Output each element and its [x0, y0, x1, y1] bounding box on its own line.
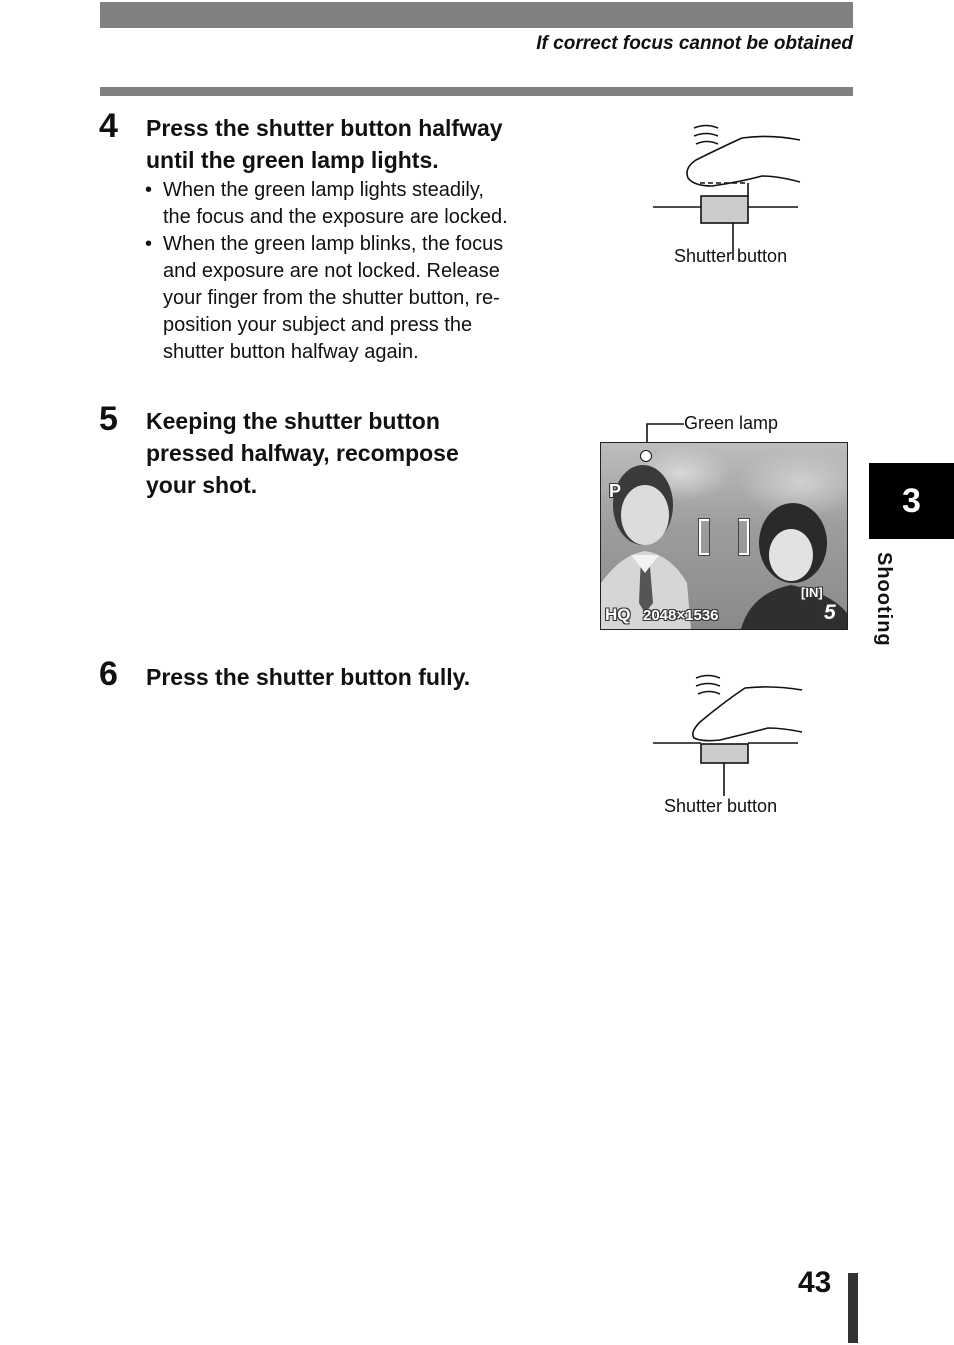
memory-indicator: [IN]	[801, 585, 823, 600]
step-5-title-line-1: Keeping the shutter button	[146, 408, 440, 434]
step-5-title-line-3: your shot.	[146, 472, 258, 498]
step-6-title	[146, 661, 566, 693]
bullet-line: shutter button halfway again.	[163, 341, 419, 363]
mode-indicator: P	[609, 481, 622, 501]
chapter-label: Shooting	[873, 552, 895, 647]
quality-indicator: HQ	[605, 605, 631, 624]
af-bracket-left	[699, 519, 709, 555]
remaining-shots: 5	[824, 601, 836, 624]
step-4-title	[146, 112, 566, 176]
header-top-bar	[100, 2, 853, 28]
bullet-line: • When the green lamp lights steadily,	[163, 179, 484, 201]
step-5-number: 5	[99, 400, 118, 438]
running-header-title: If correct focus cannot be obtained	[536, 33, 853, 54]
step-5-title-line-2: pressed halfway, recompose	[146, 440, 459, 466]
green-lamp-callout: Green lamp	[684, 413, 779, 433]
header-bottom-bar	[100, 87, 853, 96]
af-bracket-right	[739, 519, 749, 555]
chapter-number: 3	[902, 482, 921, 520]
page-number: 43	[798, 1266, 832, 1299]
bullet-line: the focus and the exposure are locked.	[163, 206, 508, 228]
step-4-bullet-1	[145, 177, 565, 231]
full-press-caption: Shutter button	[664, 796, 778, 816]
bullet-line: your finger from the shutter button, re-	[163, 287, 500, 309]
step-6-number: 6	[99, 655, 118, 693]
resolution-indicator: 2048×1536	[643, 607, 719, 624]
step-5-title	[146, 405, 566, 501]
half-press-caption: Shutter button	[674, 246, 788, 266]
bullet-line: position your subject and press the	[163, 314, 473, 336]
full-press-illustration	[650, 670, 810, 800]
lcd-monitor	[600, 442, 848, 630]
step-4-title-line-2: until the green lamp lights.	[146, 147, 439, 173]
bullet-line: and exposure are not locked. Release	[163, 260, 500, 282]
bullet-line: • When the green lamp blinks, the focus	[163, 233, 504, 255]
chapter-tab	[869, 463, 954, 539]
af-target-mark	[699, 519, 749, 553]
step-4-title-line-1: Press the shutter button halfway	[146, 115, 503, 141]
step-4-number: 4	[99, 107, 118, 145]
step-4-bullet-2	[145, 231, 565, 366]
step-4-bullets	[145, 177, 565, 366]
green-lamp-indicator	[640, 450, 652, 462]
step-6-title-line-1: Press the shutter button fully.	[146, 664, 471, 690]
finger-full-press-icon	[650, 670, 810, 800]
page-number-bar	[848, 1273, 858, 1343]
